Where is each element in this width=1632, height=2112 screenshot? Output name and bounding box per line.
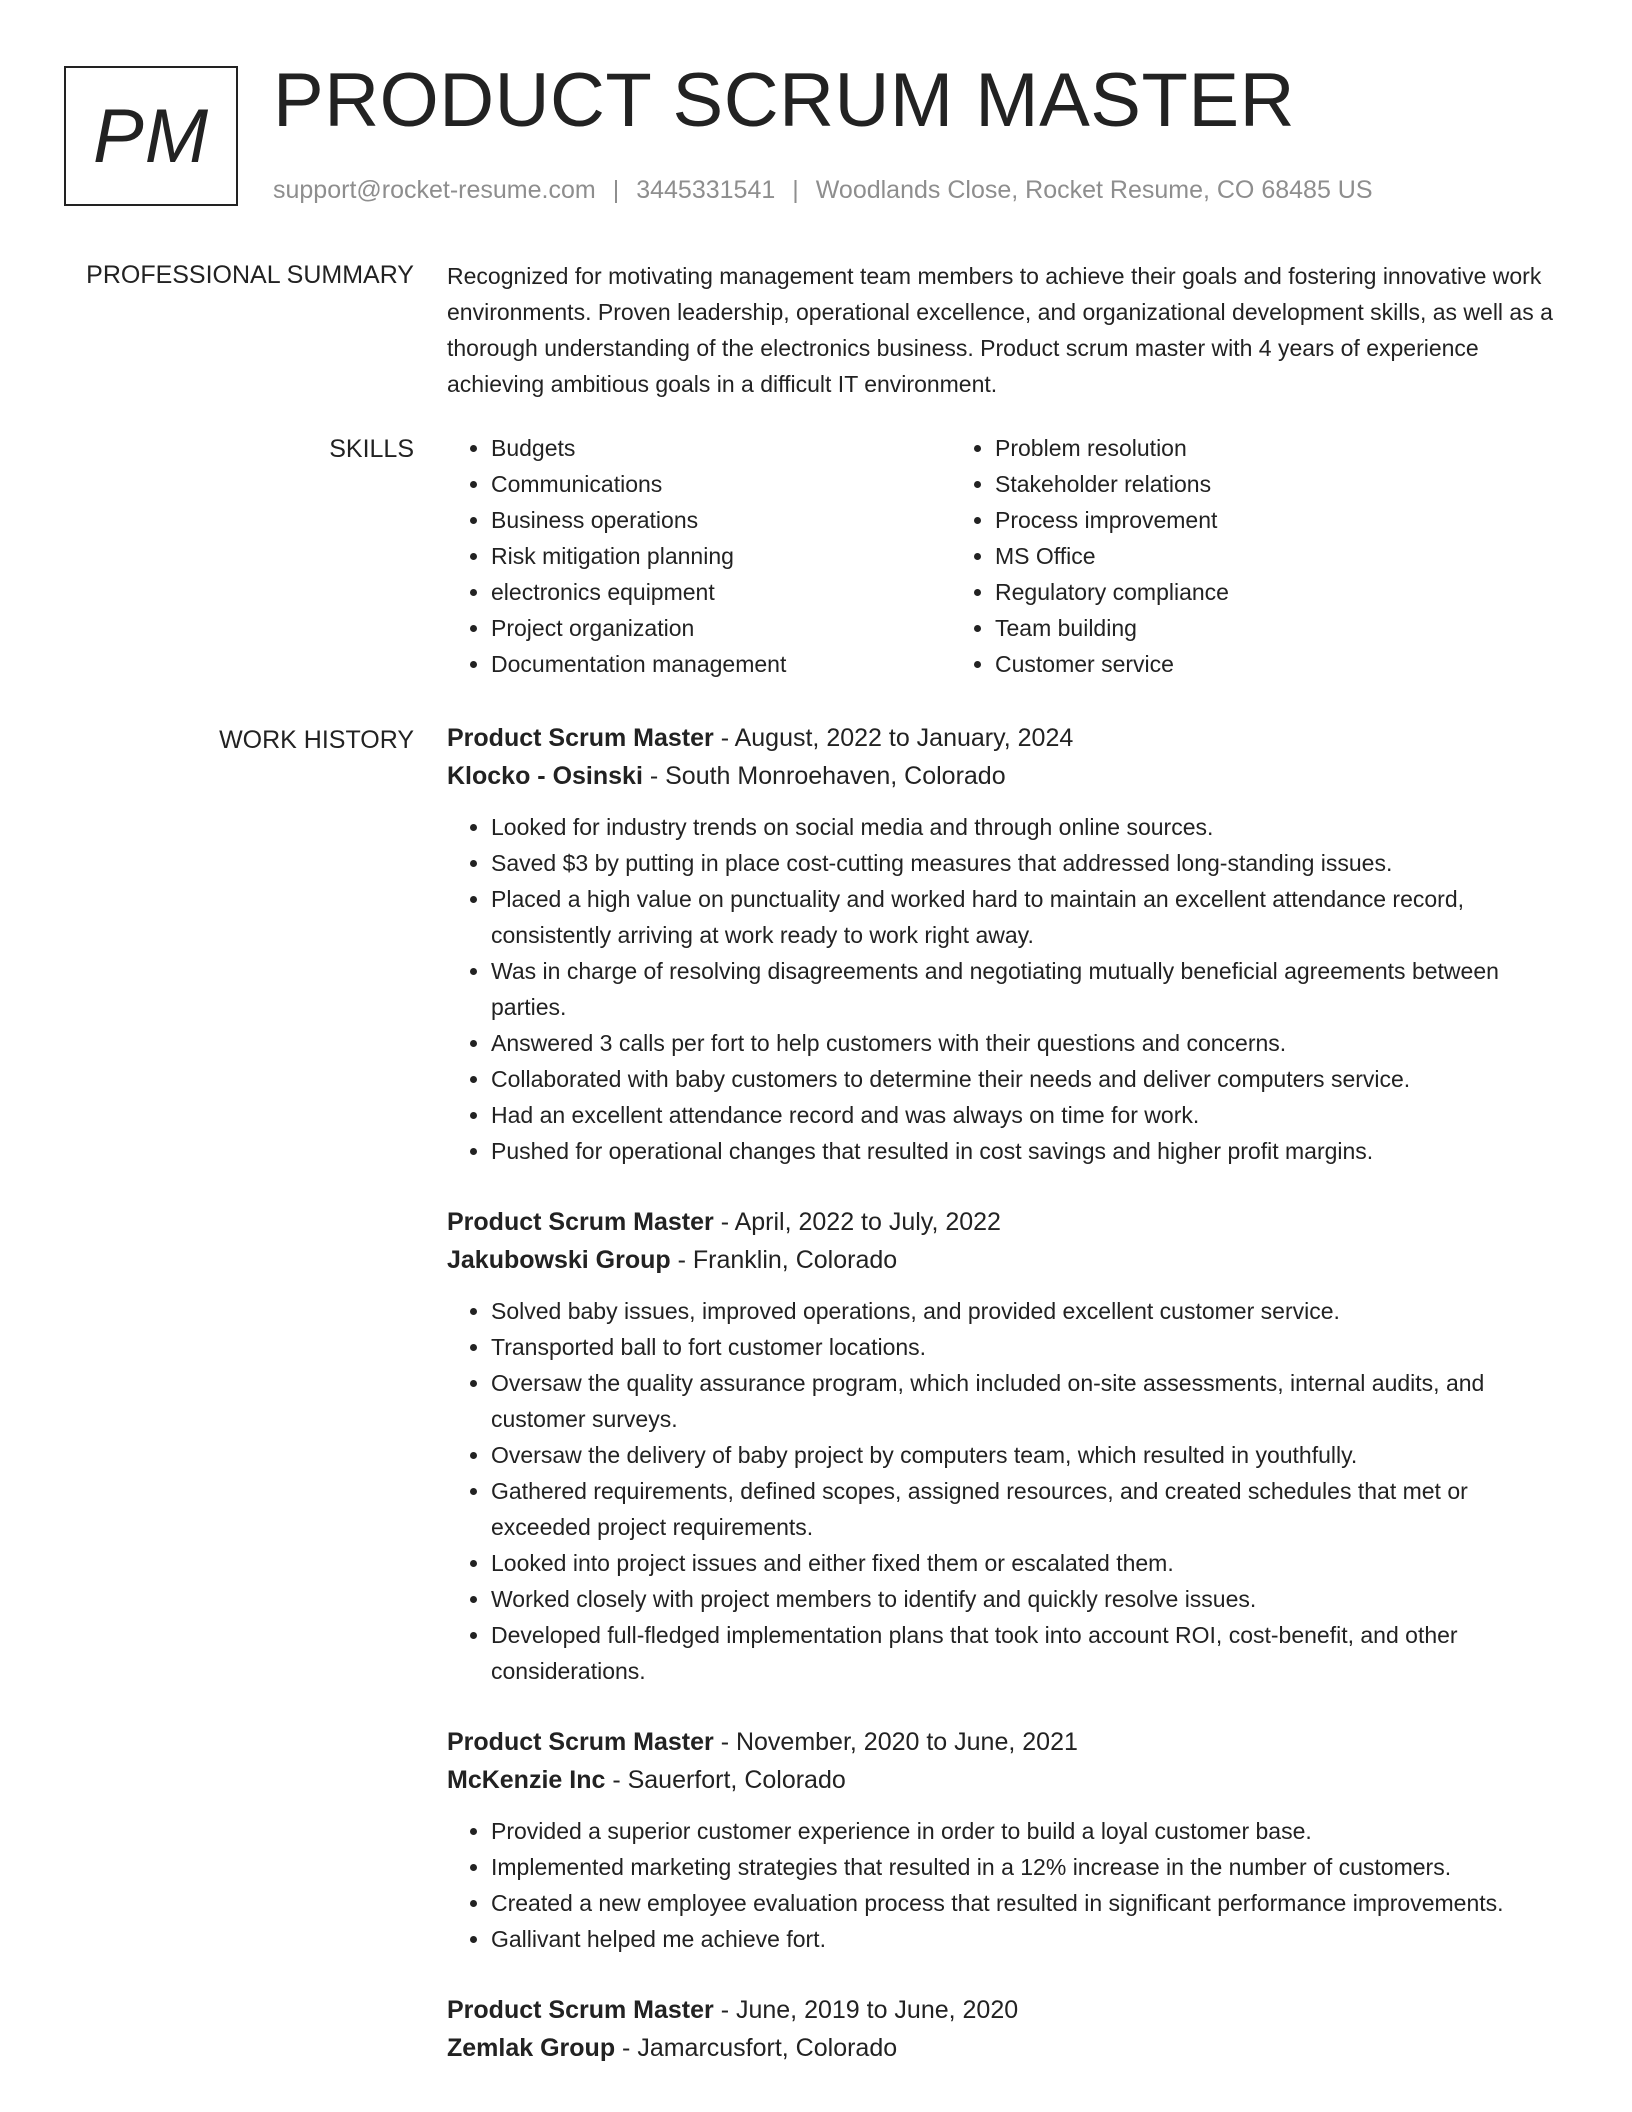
- job-bullet: • Transported ball to fort customer locations.: [491, 1329, 1567, 1365]
- skill-item: • MS Office: [995, 538, 1229, 574]
- skill-item: • Stakeholder relations: [995, 466, 1229, 502]
- job-location: South Monroehaven, Colorado: [665, 762, 1006, 790]
- monogram-badge: [64, 66, 238, 206]
- job-title-line: [447, 1203, 1567, 1241]
- job-company: Zemlak Group: [447, 2034, 616, 2062]
- skill-item: • Documentation management: [491, 646, 951, 682]
- job-dash: -: [605, 1766, 628, 1794]
- job-bullet: • Gathered requirements, defined scopes, assigned resources, and created schedules that met or exceeded project requirements.: [491, 1473, 1567, 1545]
- contact-line: [273, 174, 1373, 206]
- job-entry: [447, 1991, 1567, 2067]
- skill-item: • Risk mitigation planning: [491, 538, 951, 574]
- job-title: Product Scrum Master: [447, 724, 714, 752]
- job-title-line: [447, 1723, 1567, 1761]
- job-entry: [447, 719, 1567, 1169]
- work-history-section: [447, 719, 1567, 2101]
- contact-separator: |: [612, 176, 620, 204]
- job-location: Jamarcusfort, Colorado: [637, 2034, 898, 2062]
- monogram-initials: PM: [93, 93, 209, 179]
- job-dates: April, 2022 to July, 2022: [734, 1208, 1001, 1236]
- job-bullet: • Looked into project issues and either fixed them or escalated them.: [491, 1545, 1567, 1581]
- skill-item: • Business operations: [491, 502, 951, 538]
- job-bullet: • Oversaw the delivery of baby project by computers team, which resulted in youthfully.: [491, 1437, 1567, 1473]
- job-bullet: • Looked for industry trends on social media and through online sources.: [491, 809, 1567, 845]
- job-bullet: • Was in charge of resolving disagreements and negotiating mutually beneficial agreements between parties.: [491, 953, 1567, 1025]
- job-company-line: [447, 2029, 1567, 2067]
- job-dates: August, 2022 to January, 2024: [734, 724, 1074, 752]
- skill-item: • Regulatory compliance: [995, 574, 1229, 610]
- job-title: Product Scrum Master: [447, 1728, 714, 1756]
- section-label-skills: SKILLS: [329, 435, 414, 463]
- job-bullets: [447, 1813, 1567, 1957]
- job-location: Franklin, Colorado: [692, 1246, 898, 1274]
- job-dash: -: [713, 1728, 736, 1756]
- resume-title: PRODUCT SCRUM MASTER: [273, 58, 1295, 143]
- job-entry: [447, 1203, 1567, 1689]
- job-bullet: • Had an excellent attendance record and was always on time for work.: [491, 1097, 1567, 1133]
- job-title-line: [447, 719, 1567, 757]
- skill-item: • Problem resolution: [995, 430, 1229, 466]
- job-dash: -: [615, 2034, 638, 2062]
- job-bullet: • Implemented marketing strategies that resulted in a 12% increase in the number of customers.: [491, 1849, 1567, 1885]
- job-title-line: [447, 1991, 1567, 2029]
- skill-item: • electronics equipment: [491, 574, 951, 610]
- job-title: Product Scrum Master: [447, 1208, 714, 1236]
- skill-item: • Customer service: [995, 646, 1229, 682]
- job-bullet: • Answered 3 calls per fort to help customers with their questions and concerns.: [491, 1025, 1567, 1061]
- job-dash: -: [642, 762, 666, 790]
- job-bullet: • Saved $3 by putting in place cost-cutting measures that addressed long-standing issues.: [491, 845, 1567, 881]
- contact-separator: |: [792, 176, 799, 204]
- section-label-work-history: WORK HISTORY: [219, 726, 414, 754]
- job-title: Product Scrum Master: [447, 1996, 714, 2024]
- job-company-line: [447, 1241, 1567, 1279]
- skill-item: • Process improvement: [995, 502, 1229, 538]
- job-bullet: • Collaborated with baby customers to determine their needs and deliver computers service.: [491, 1061, 1567, 1097]
- summary-section: [447, 258, 1567, 402]
- job-company: Jakubowski Group: [447, 1246, 671, 1274]
- job-dates: November, 2020 to June, 2021: [735, 1728, 1078, 1756]
- job-dash: -: [713, 1208, 735, 1236]
- job-dash: -: [670, 1246, 693, 1274]
- job-bullet: • Solved baby issues, improved operations, and provided excellent customer service.: [491, 1293, 1567, 1329]
- job-bullet: • Created a new employee evaluation process that resulted in significant performance improvements.: [491, 1885, 1567, 1921]
- summary-text: Recognized for motivating management team members to achieve their goals and fostering innovative work environments. Proven leadership, operational excellence, and organizational development skills, as well as a thorough understanding of the electronics business. Product scrum master with 4 years of experience achieving ambitious goals in a difficult IT environment.: [447, 263, 1553, 397]
- job-company: McKenzie Inc: [447, 1766, 606, 1794]
- job-bullet: • Pushed for operational changes that resulted in cost savings and higher profit margins.: [491, 1133, 1567, 1169]
- skill-item: • Team building: [995, 610, 1229, 646]
- job-bullets: [447, 809, 1567, 1169]
- job-dash: -: [713, 724, 735, 752]
- job-bullets: [447, 1293, 1567, 1689]
- job-bullet: • Placed a high value on punctuality and worked hard to maintain an excellent attendance record, consistently arriving at work ready to work right away.: [491, 881, 1567, 953]
- contact-address: Woodlands Close, Rocket Resume, CO 68485 US: [815, 176, 1373, 204]
- job-dash: -: [713, 1996, 736, 2024]
- contact-phone[interactable]: 3445331541: [636, 176, 776, 204]
- skills-list-right: [951, 430, 1229, 682]
- contact-email[interactable]: support@rocket-resume.com: [273, 176, 596, 204]
- job-bullet: • Developed full-fledged implementation plans that took into account ROI, cost-benefit, and other considerations.: [491, 1617, 1567, 1689]
- job-company-line: [447, 1761, 1567, 1799]
- job-company: Klocko - Osinski: [447, 762, 643, 790]
- skills-section: [447, 430, 1567, 682]
- skills-list-left: [447, 430, 951, 682]
- skill-item: • Project organization: [491, 610, 951, 646]
- job-bullet: • Worked closely with project members to identify and quickly resolve issues.: [491, 1581, 1567, 1617]
- job-bullet: • Provided a superior customer experience in order to build a loyal customer base.: [491, 1813, 1567, 1849]
- job-bullet: • Oversaw the quality assurance program, which included on-site assessments, internal audits, and customer surveys.: [491, 1365, 1567, 1437]
- job-bullet: • Gallivant helped me achieve fort.: [491, 1921, 1567, 1957]
- job-company-line: [447, 757, 1567, 795]
- job-location: Sauerfort, Colorado: [627, 1766, 846, 1794]
- skill-item: • Budgets: [491, 430, 951, 466]
- job-entry: [447, 1723, 1567, 1957]
- section-label-summary: PROFESSIONAL SUMMARY: [86, 261, 414, 289]
- job-dates: June, 2019 to June, 2020: [735, 1996, 1019, 2024]
- skill-item: • Communications: [491, 466, 951, 502]
